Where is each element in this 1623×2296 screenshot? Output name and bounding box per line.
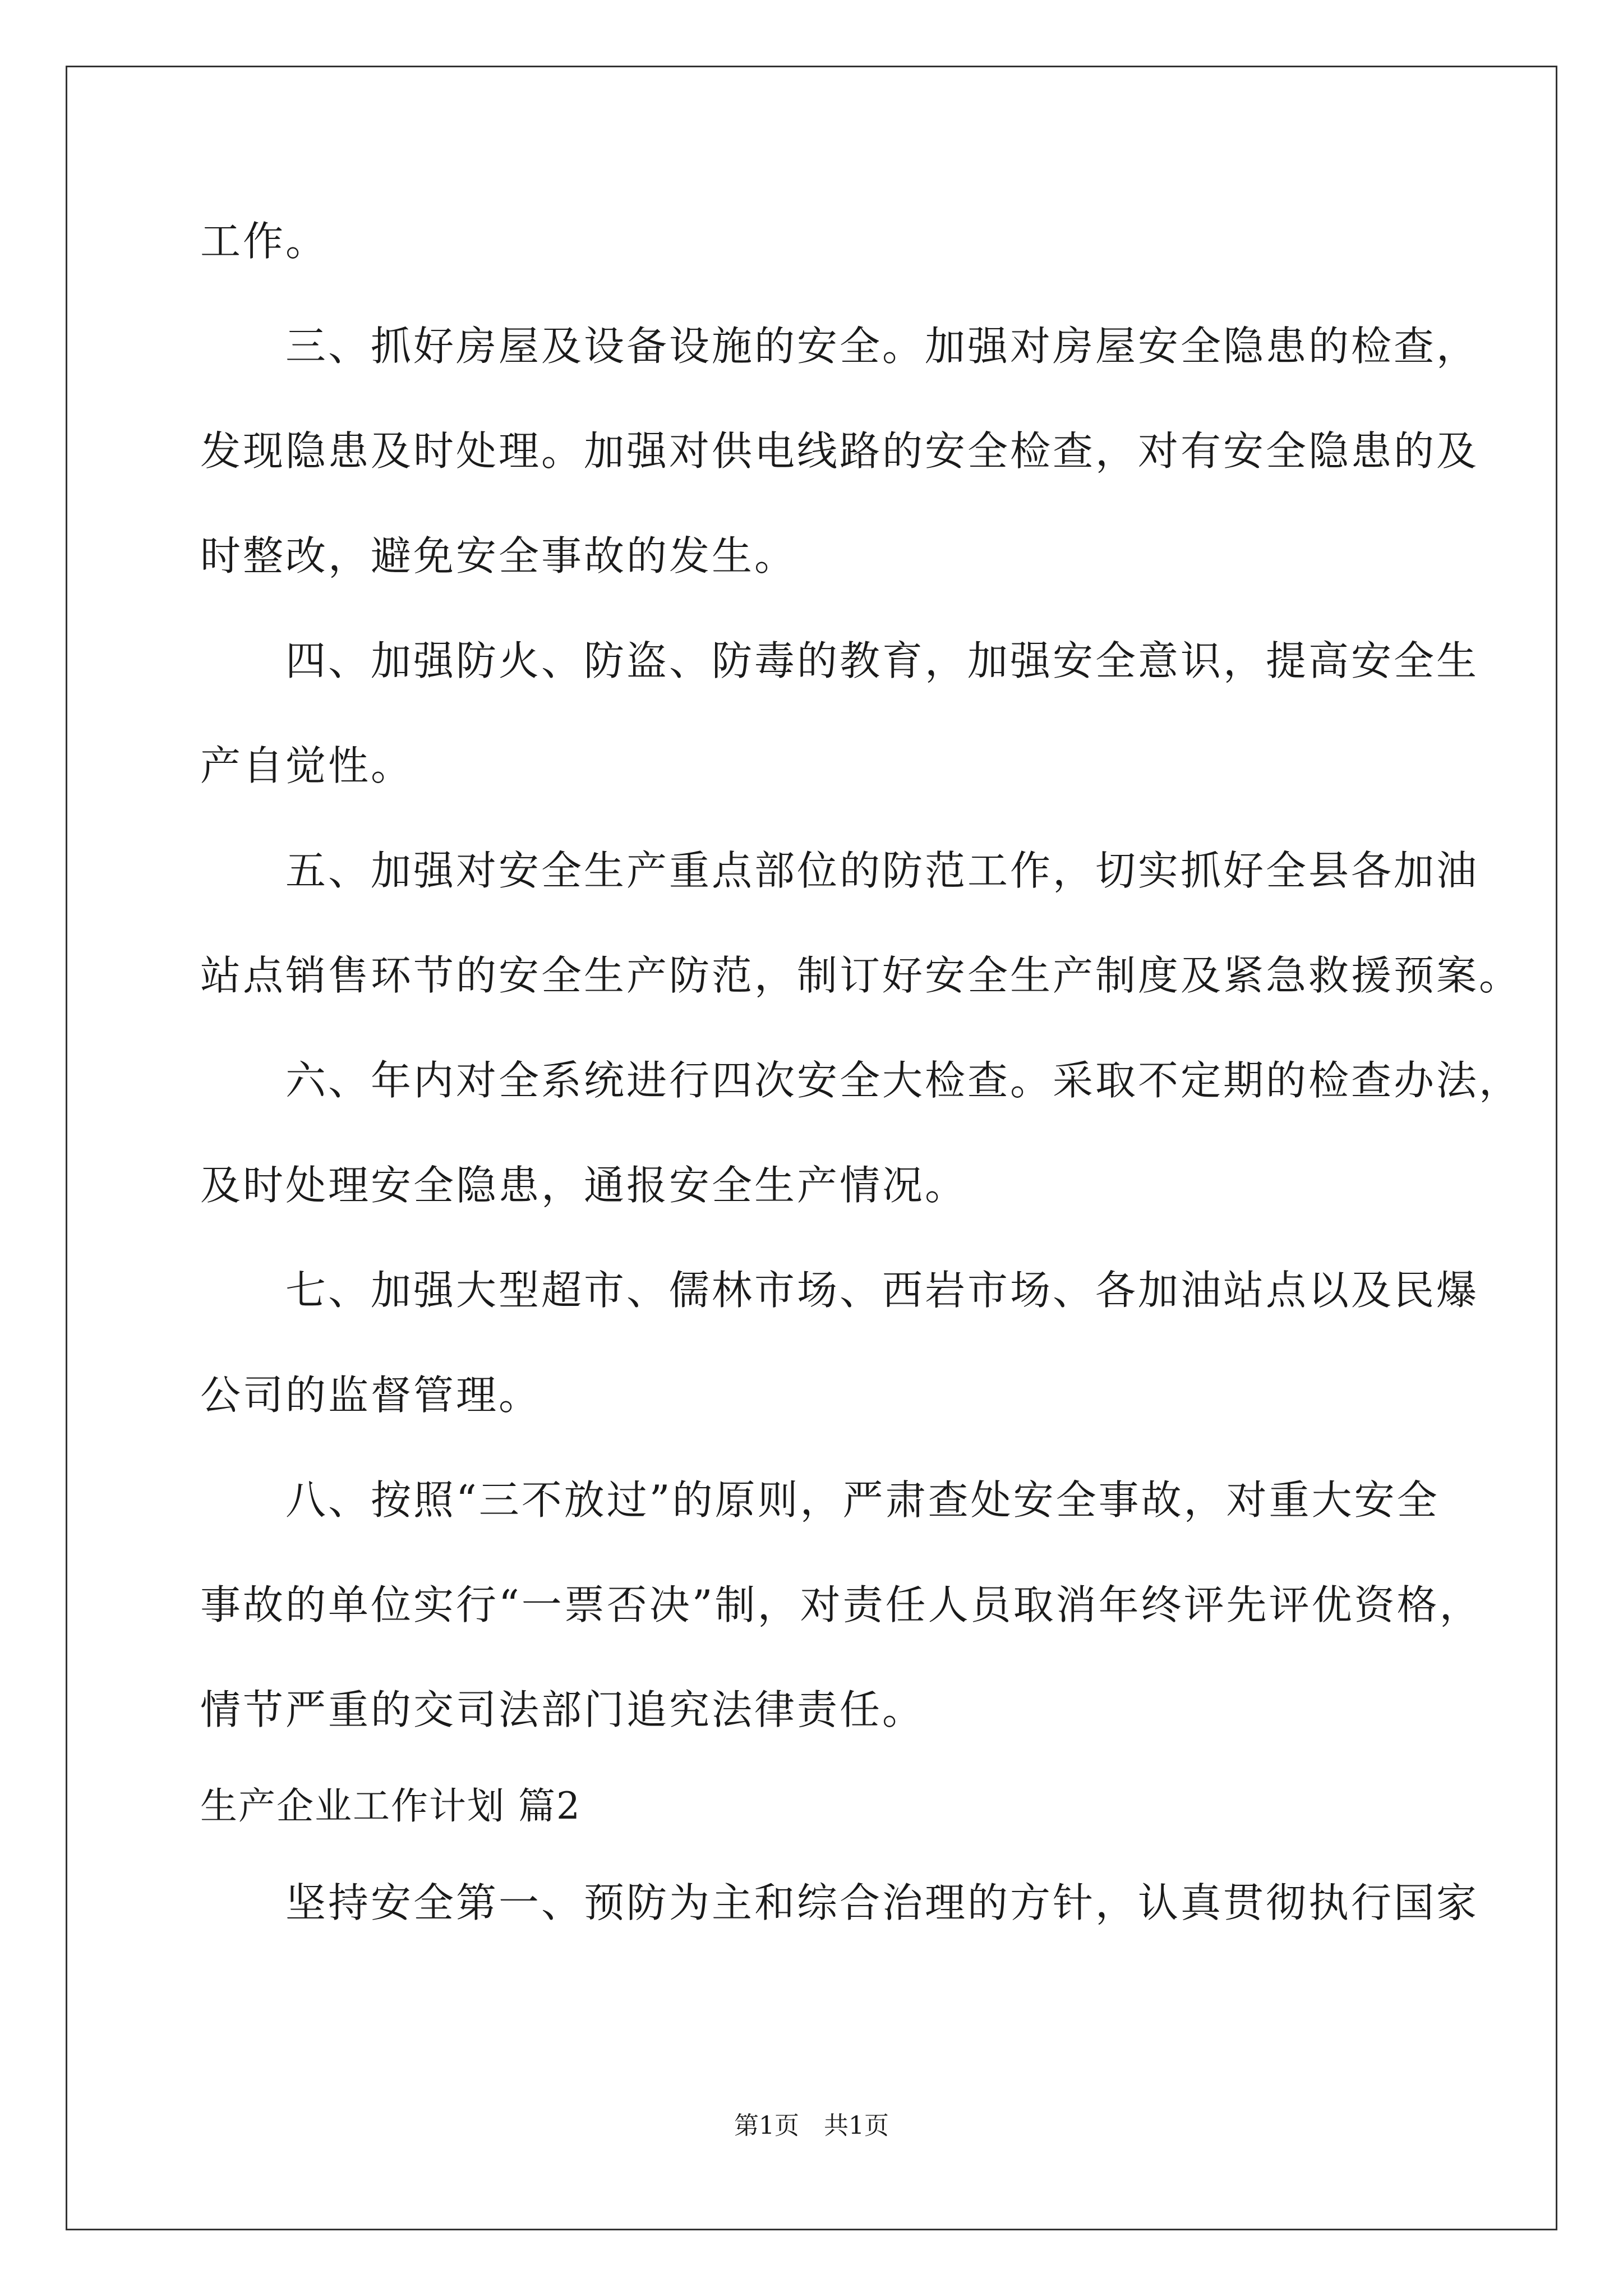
text-line: 工作。 [200,218,329,265]
paragraph-line: 七、加强大型超市、儒林市场、西岩市场、各加油站点以及民爆 [285,1267,1479,1314]
paragraph-line: 六、年内对全系统进行四次安全大检查。采取不定期的检查办法， [285,1057,1522,1104]
text-line: 公司的监督管理。 [200,1372,542,1419]
paragraph-line: 三、抓好房屋及设备设施的安全。加强对房屋安全隐患的检查， [285,323,1479,370]
section-heading: 生产企业工作计划 篇2 [200,1784,581,1828]
text-line: 发现隐患及时处理。加强对供电线路的安全检查，对有安全隐患的及 [200,427,1479,475]
text-line: 及时处理安全隐患，通报安全生产情况。 [200,1162,968,1209]
text-line: 情节严重的交司法部门追究法律责任。 [200,1686,925,1733]
text-line: 站点销售环节的安全生产防范，制订好安全生产制度及紧急救援预案。 [200,952,1522,999]
paragraph-line: 五、加强对安全生产重点部位的防范工作，切实抓好全县各加油 [285,847,1479,894]
page-number: 第1页 共1页 [734,2111,889,2140]
paragraph-line: 八、按照“三不放过”的原则，严肃查处安全事故，对重大安全 [285,1476,1440,1524]
text-line: 产自觉性。 [200,742,414,789]
paragraph-line: 四、加强防火、防盗、防毒的教育，加强安全意识，提高安全生 [285,637,1479,684]
paragraph-line: 坚持安全第一、预防为主和综合治理的方针，认真贯彻执行国家 [285,1879,1479,1926]
text-line: 时整改，避免安全事故的发生。 [200,532,797,579]
text-line: 事故的单位实行“一票否决”制，对责任人员取消年终评先评优资格， [200,1581,1482,1628]
